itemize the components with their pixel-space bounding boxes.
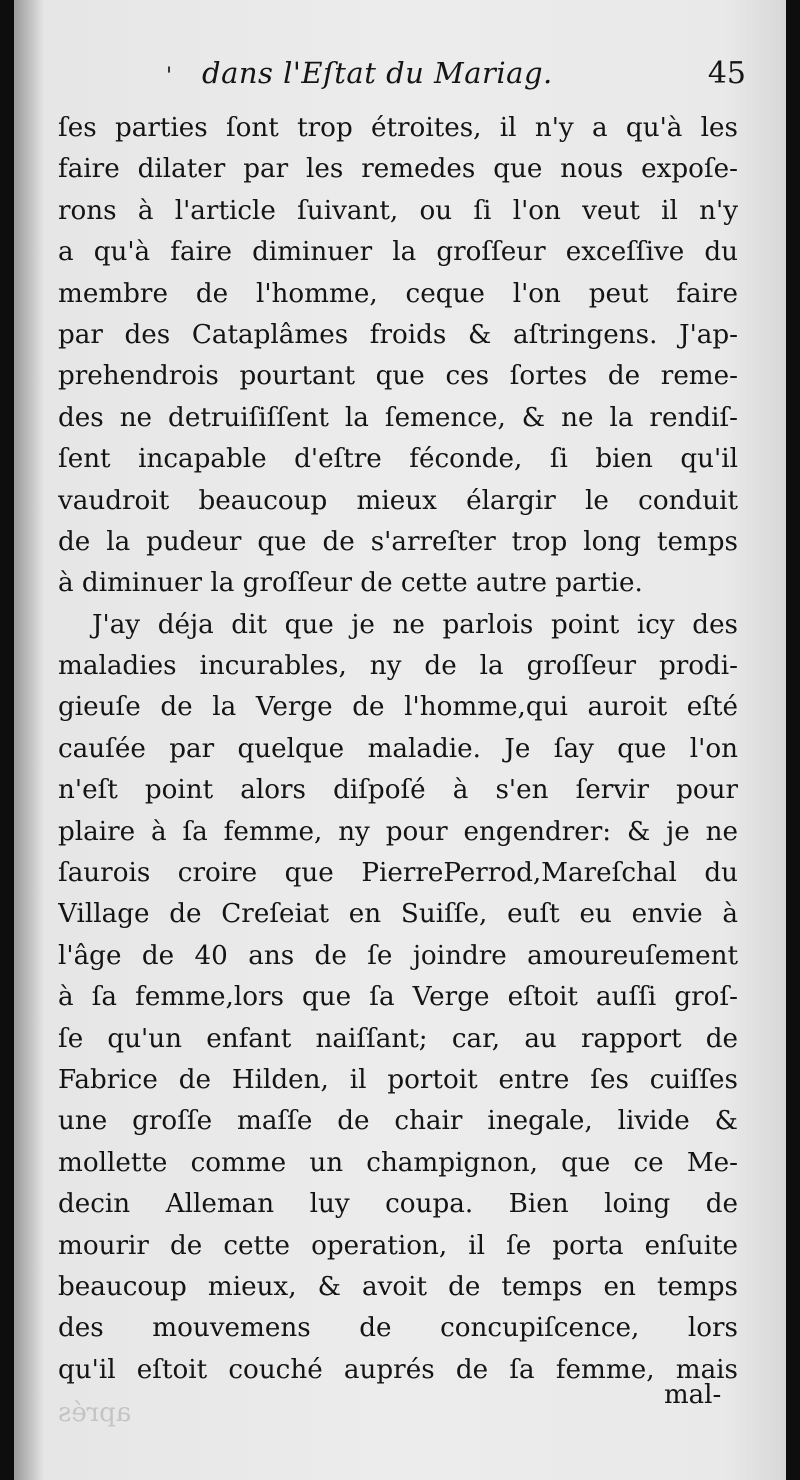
running-head: dans l'Eſtat du Mariag. [202,56,553,90]
text-line: une groſſe maſſe de chair inegale, livide & [58,1106,738,1137]
page-header [166,56,746,96]
text-line: n'eſt point alors diſpoſé à s'en ſervir pour [58,775,738,806]
header-tick-mark: ' [166,64,173,89]
text-line: de la pudeur que de s'arreſter trop long temps [58,526,738,557]
page-number: 45 [707,56,746,91]
text-line: decin Alleman luy coupa. Bien loing de [58,1189,738,1220]
bleed-through-text: aprés [58,1398,132,1428]
text-line: plaire à ſa femme, ny pour engendrer: & je ne [58,816,738,847]
text-line: a qu'à faire diminuer la groſſeur exceſſive du [58,237,738,268]
text-line: rons à l'article ſuivant, ou ſi l'on veut il n'y [58,195,738,226]
paragraph-start-line: J'ay déja dit que je ne parlois point icy des [92,609,738,640]
text-line: prehendrois pourtant que ces ſortes de reme- [58,361,738,392]
text-line: Fabrice de Hilden, il portoit entre ſes cuiſſes [58,1064,738,1095]
text-line: l'âge de 40 ans de ſe joindre amoureuſement [58,940,738,971]
text-line: Village de Creſeiat en Suiſſe, euſt eu envie à [58,899,738,930]
text-line: des ne detruiſiſſent la ſemence, & ne la rendiſ- [58,402,738,433]
text-line: cauſée par quelque maladie. Je ſay que l'on [58,733,738,764]
text-line: ſes parties ſont trop étroites, il n'y a qu'à les [58,113,738,143]
text-line: qu'il eſtoit couché auprés de ſa femme, mais [58,1354,738,1385]
text-line: vaudroit beaucoup mieux élargir le conduit [58,485,738,516]
text-line: mollette comme un champignon, que ce Me- [58,1147,738,1178]
catchword: mal- [664,1380,722,1410]
text-line: ſaurois croire que PierrePerrod,Mareſchal du [58,858,738,889]
text-line: beaucoup mieux, & avoit de temps en temps [58,1271,738,1302]
text-line: maladies incurables, ny de la groſſeur prodi- [58,651,738,682]
text-line: ſent incapable d'eſtre féconde, ſi bien qu'il [58,444,738,475]
text-line: par des Cataplâmes froids & aſtringens. J'ap- [58,319,738,350]
text-line: gieuſe de la Verge de l'homme,qui auroit eſté [58,692,738,723]
body-text [58,108,738,1391]
text-line: à ſa femme,lors que ſa Verge eſtoit auſſi groſ- [58,982,738,1013]
text-line: membre de l'homme, ceque l'on peut faire [58,278,738,309]
paragraph-end-line: à diminuer la groſſeur de cette autre partie. [58,568,643,599]
text-line: ſe qu'un enfant naiſſant; car, au rapport de [58,1023,738,1054]
text-line: des mouvemens de concupiſcence, lors [58,1313,738,1344]
text-line: mourir de cette operation, il ſe porta enſuite [58,1230,738,1261]
text-line: faire dilater par les remedes que nous expoſe- [58,154,738,185]
gutter-shadow [14,0,44,1480]
